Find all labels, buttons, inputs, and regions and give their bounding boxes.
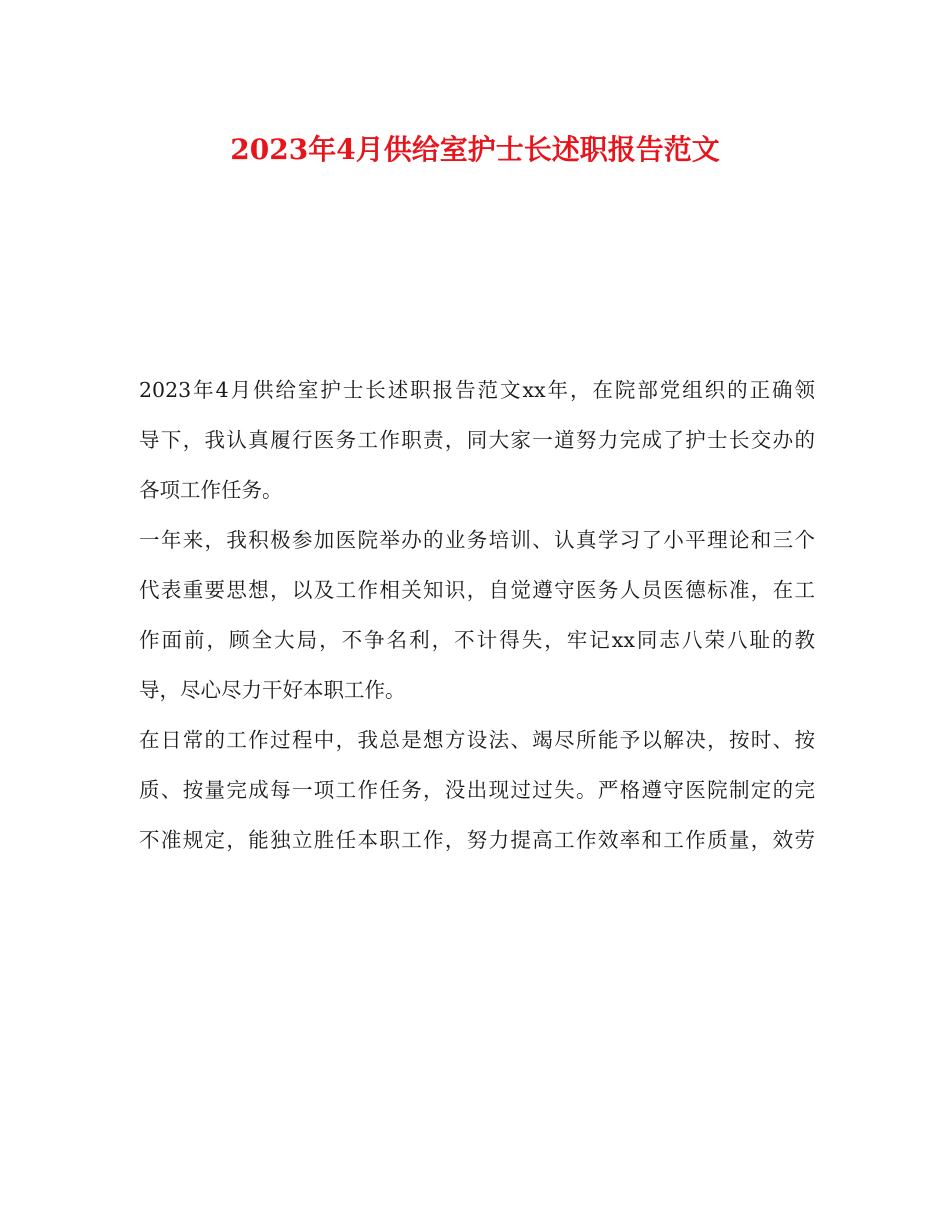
paragraph-1 [139, 365, 815, 515]
text-line: 2023年4月供给室护士长述职报告范文xx年，在院部党组织的正确领 [139, 378, 815, 402]
text-line: 不准规定，能独立胜任本职工作，努力提高工作效率和工作质量，效劳 [139, 828, 815, 852]
text-line: 代表重要思想，以及工作相关知识，自觉遵守医务人员医德标准，在工 [139, 578, 815, 602]
document-title: 2023年4月供给室护士长述职报告范文 [230, 133, 720, 166]
paragraph-3 [139, 715, 815, 865]
text-line: 一年来，我积极参加医院举办的业务培训、认真学习了小平理论和三个 [139, 528, 815, 552]
text-line: 质、按量完成每一项工作任务，没出现过过失。严格遵守医院制定的完 [139, 778, 815, 802]
paragraph-2 [139, 515, 815, 715]
text-line: 作面前，顾全大局，不争名利，不计得失，牢记xx同志八荣八耻的教 [139, 628, 815, 652]
text-line: 导，尽心尽力干好本职工作。 [139, 678, 406, 702]
text-line: 导下，我认真履行医务工作职责，同大家一道努力完成了护士长交办的 [139, 428, 815, 452]
text-line: 在日常的工作过程中，我总是想方设法、竭尽所能予以解决，按时、按 [139, 728, 815, 752]
text-line: 各项工作任务。 [139, 478, 283, 502]
document-body [139, 365, 815, 865]
